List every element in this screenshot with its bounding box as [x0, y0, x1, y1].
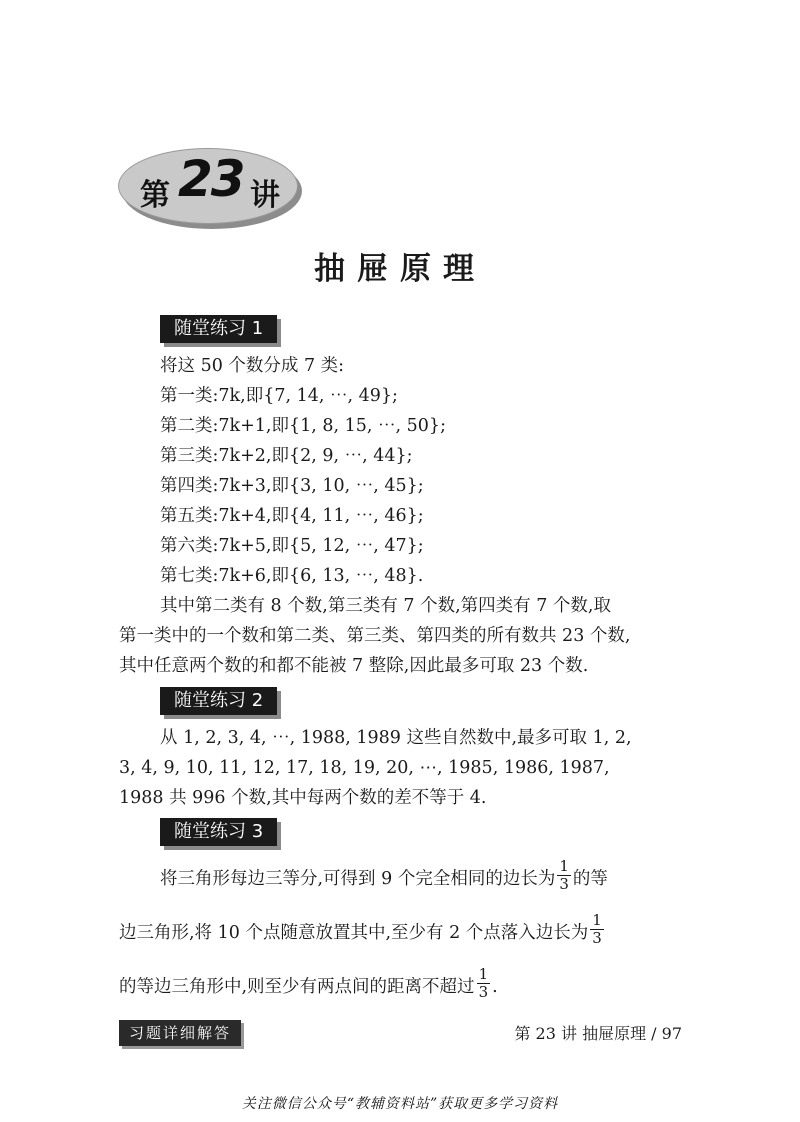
fraction-one-third [590, 912, 604, 947]
ex1-line: 第六类:7k+5,即{5, 12, ⋯, 47}; [160, 536, 424, 556]
exercise-2-label: 随堂练习 2 [160, 687, 277, 715]
ex1-line: 第一类中的一个数和第二类、第三类、第四类的所有数共 23 个数, [119, 626, 631, 646]
lecture-suffix: 讲 [250, 178, 280, 213]
ex3-line-1 [160, 857, 608, 897]
fraction-denominator: 3 [592, 929, 602, 947]
ex2-line: 3, 4, 9, 10, 11, 12, 17, 18, 19, 20, ⋯, 1985, 1986, 1987, [119, 758, 610, 778]
ex3-line-2 [119, 911, 606, 951]
lecture-number: 23 [178, 150, 244, 208]
ex1-line: 第四类:7k+3,即{3, 10, ⋯, 45}; [160, 476, 424, 496]
page-title: 抽屉原理 [314, 251, 486, 287]
footer-section-tag: 习题详细解答 [119, 1020, 241, 1046]
fraction-denominator: 3 [478, 983, 489, 1001]
exercise-3-label: 随堂练习 3 [160, 818, 277, 846]
fraction-numerator: 1 [478, 965, 489, 983]
fraction-numerator: 1 [592, 911, 602, 929]
ex3-line-3 [119, 965, 498, 1005]
ex1-line: 将这 50 个数分成 7 类: [160, 356, 345, 376]
fraction-denominator: 3 [559, 875, 569, 893]
fraction-one-third [557, 858, 571, 893]
ex3-text: 边三角形,将 10 个点随意放置其中,至少有 2 个点落入边长为 [119, 923, 589, 943]
ex3-text: 的等 [572, 869, 608, 889]
ex1-line: 第三类:7k+2,即{2, 9, ⋯, 44}; [160, 446, 413, 466]
ex3-text: . [492, 977, 498, 997]
bottom-note: 关注微信公众号“教辅资料站”获取更多学习资料 [241, 1096, 559, 1112]
ex1-line: 第七类:7k+6,即{6, 13, ⋯, 48}. [160, 566, 424, 586]
page-footer-info: 第 23 讲 抽屉原理 / 97 [514, 1024, 682, 1043]
ex1-line: 第二类:7k+1,即{1, 8, 15, ⋯, 50}; [160, 416, 446, 436]
ex3-text: 将三角形每边三等分,可得到 9 个完全相同的边长为 [160, 869, 556, 889]
fraction-numerator: 1 [559, 857, 569, 875]
ex2-line: 从 1, 2, 3, 4, ⋯, 1988, 1989 这些自然数中,最多可取 1, 2, [160, 728, 632, 748]
ex2-line: 1988 共 996 个数,其中每两个数的差不等于 4. [119, 788, 487, 808]
ex1-line: 其中第二类有 8 个数,第三类有 7 个数,第四类有 7 个数,取 [160, 596, 611, 616]
lecture-prefix: 第 [140, 178, 170, 213]
fraction-one-third [477, 966, 491, 1001]
ex1-line: 第一类:7k,即{7, 14, ⋯, 49}; [160, 386, 398, 406]
ex3-text: 的等边三角形中,则至少有两点间的距离不超过 [119, 977, 475, 997]
exercise-1-label: 随堂练习 1 [160, 315, 277, 343]
ex1-line: 其中任意两个数的和都不能被 7 整除,因此最多可取 23 个数. [119, 656, 589, 676]
ex1-line: 第五类:7k+4,即{4, 11, ⋯, 46}; [160, 506, 424, 526]
